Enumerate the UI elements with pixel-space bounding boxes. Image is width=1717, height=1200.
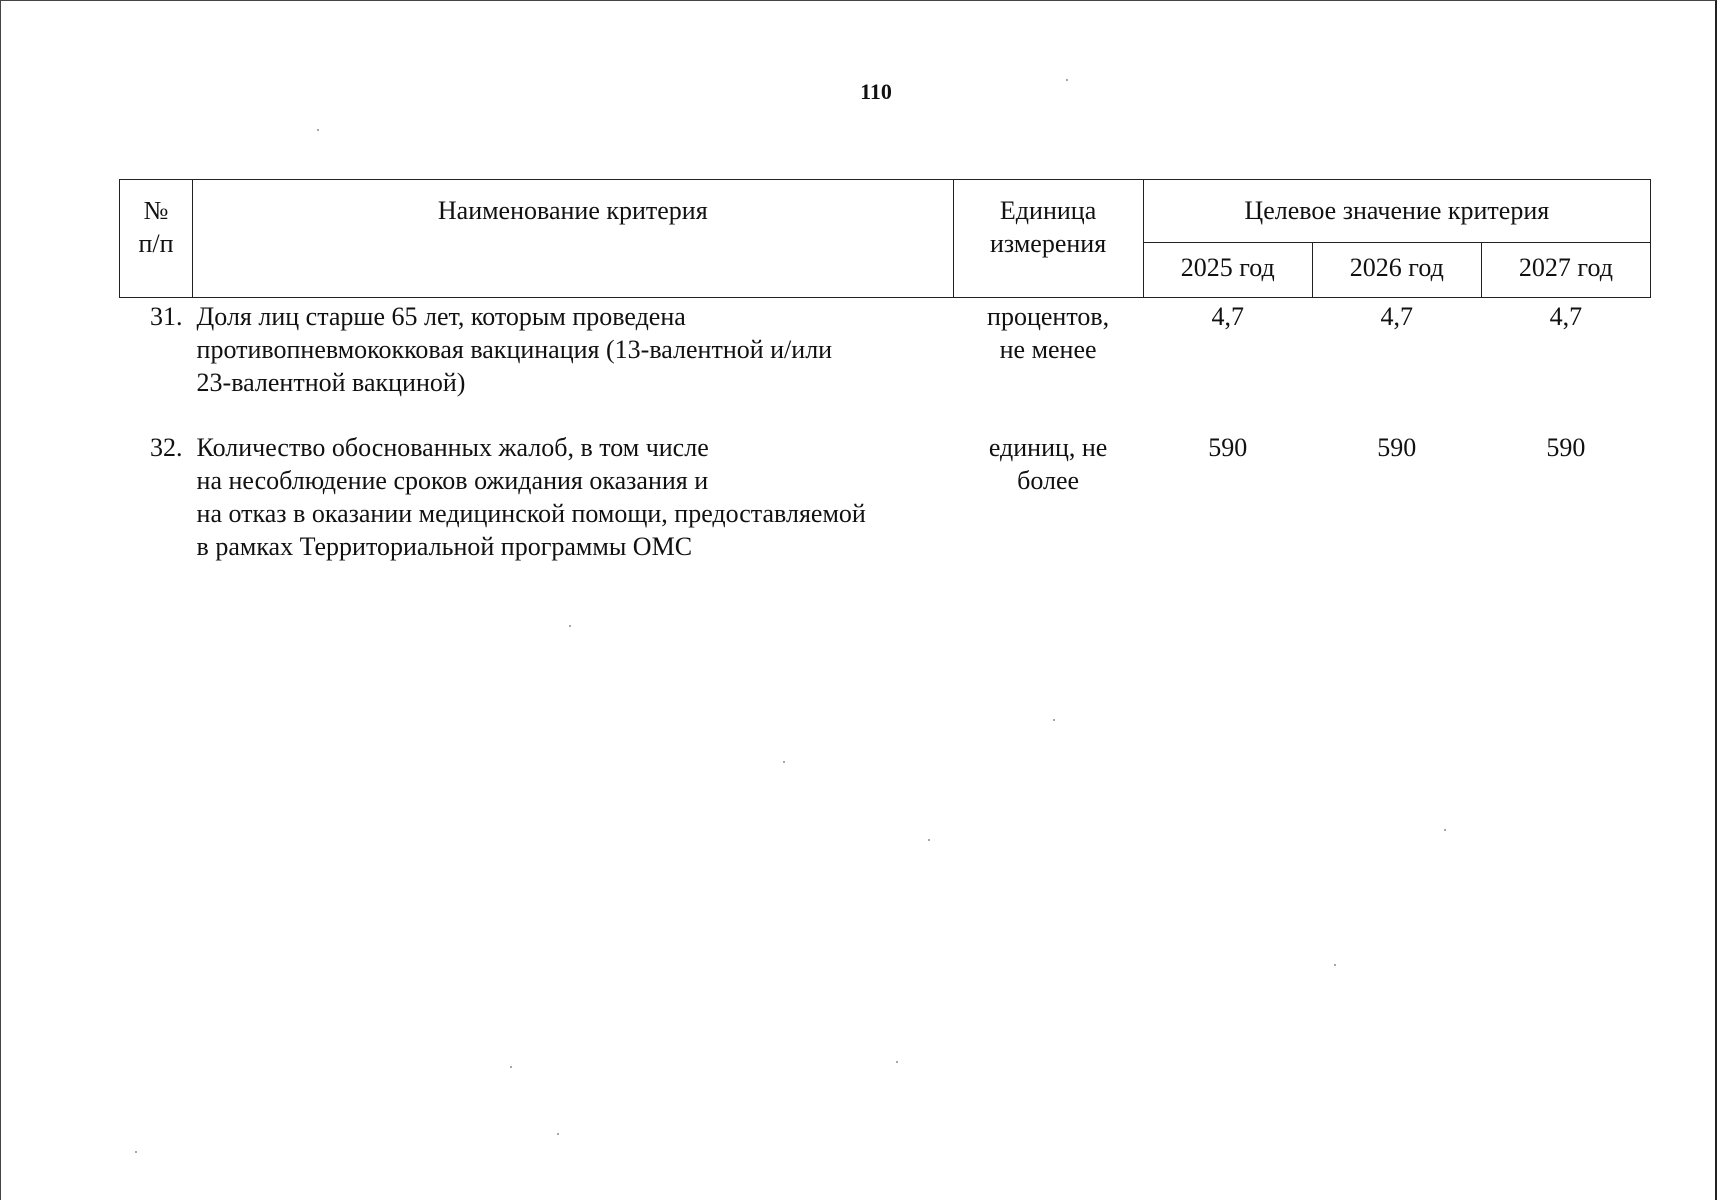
- scan-speck: [1444, 829, 1446, 831]
- page-number: 110: [860, 79, 892, 104]
- scan-speck: [896, 1061, 898, 1063]
- row-value-2026: 4,7: [1380, 302, 1414, 331]
- unit-line: процентов,: [987, 302, 1110, 331]
- row-number: 32.: [150, 433, 183, 462]
- scan-speck: [1334, 964, 1336, 966]
- row-number: 31.: [150, 302, 183, 331]
- table-row: [120, 298, 1651, 430]
- scan-speck: [510, 1066, 512, 1068]
- header-target-group: Целевое значение критерия: [1143, 180, 1650, 243]
- header-unit-line: измерения: [990, 229, 1107, 258]
- scan-speck: [135, 1151, 137, 1153]
- criterion-line: в рамках Территориальной программы ОМС: [196, 532, 693, 561]
- table-header: [120, 180, 1651, 298]
- row-value-2027: 4,7: [1549, 302, 1583, 331]
- header-number: [120, 180, 193, 298]
- row-unit: [953, 429, 1143, 563]
- table-row: [120, 429, 1651, 563]
- header-unit: [953, 180, 1143, 298]
- header-name: Наименование критерия: [193, 180, 953, 298]
- scan-speck: [1066, 79, 1068, 81]
- header-unit-line: Единица: [999, 196, 1097, 225]
- row-criterion-name: [193, 298, 953, 430]
- header-year-2025: 2025 год: [1143, 243, 1312, 298]
- unit-line: более: [1017, 466, 1080, 495]
- scan-speck: [569, 625, 571, 627]
- criterion-line: противопневмококковая вакцинация (13-валентной и/или: [196, 335, 833, 364]
- criterion-line: Доля лиц старше 65 лет, которым проведена: [196, 302, 686, 331]
- scan-speck: [557, 1133, 559, 1135]
- row-value-2027: 590: [1546, 433, 1586, 462]
- scan-speck: [783, 761, 785, 763]
- header-year-2027: 2027 год: [1481, 243, 1650, 298]
- header-number-line: №: [143, 196, 169, 225]
- scan-speck: [317, 129, 319, 131]
- unit-line: не менее: [999, 335, 1097, 364]
- table-body: [120, 298, 1651, 564]
- header-year-2026: 2026 год: [1312, 243, 1481, 298]
- row-value-2026: 590: [1377, 433, 1417, 462]
- row-criterion-name: [193, 429, 953, 563]
- row-value-2025: 590: [1208, 433, 1248, 462]
- scan-speck: [928, 839, 930, 841]
- header-number-line: п/п: [138, 229, 174, 258]
- criterion-line: на несоблюдение сроков ожидания оказания и: [196, 466, 709, 495]
- scan-speck: [1053, 719, 1055, 721]
- criteria-table: [119, 179, 1651, 563]
- criterion-line: 23-валентной вакциной): [196, 368, 466, 397]
- row-unit: [953, 298, 1143, 430]
- unit-line: единиц, не: [988, 433, 1108, 462]
- criterion-line: на отказ в оказании медицинской помощи, предоставляемой: [196, 499, 866, 528]
- criterion-line: Количество обоснованных жалоб, в том числе: [196, 433, 709, 462]
- row-value-2025: 4,7: [1211, 302, 1244, 331]
